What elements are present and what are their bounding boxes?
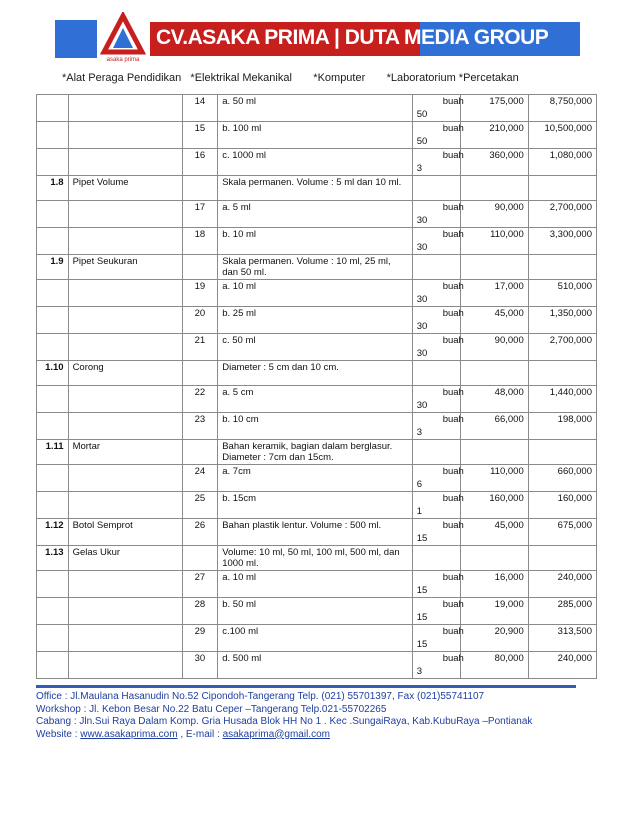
item-total — [528, 440, 596, 465]
item-number — [37, 280, 69, 307]
item-number: 1.9 — [37, 255, 69, 280]
item-index: 20 — [182, 307, 218, 334]
item-name — [68, 228, 182, 255]
item-total — [528, 255, 596, 280]
item-quantity: 3 — [416, 427, 422, 438]
item-quantity: 30 — [416, 294, 428, 305]
item-index: 27 — [182, 571, 218, 598]
item-quantity-cell — [412, 386, 464, 413]
table-row — [37, 598, 597, 625]
item-price: 19,000 — [460, 598, 528, 625]
item-index: 25 — [182, 492, 218, 519]
item-unit: buah — [442, 387, 464, 398]
item-quantity: 30 — [416, 400, 428, 411]
office-address: Office : Jl.Maulana Hasanudin No.52 Cipondoh-Tangerang Telp. (021) 55701397, Fax (021)55741107 — [36, 691, 485, 702]
item-quantity-cell — [412, 176, 460, 201]
item-price — [460, 440, 528, 465]
item-spec: Bahan plastik lentur. Volume : 500 ml. — [218, 519, 412, 546]
item-price: 66,000 — [460, 413, 528, 440]
web-contact — [36, 729, 532, 742]
item-total: 8,750,000 — [528, 95, 596, 122]
item-number — [37, 95, 69, 122]
item-spec: a. 5 ml — [218, 201, 412, 228]
item-spec: d. 500 ml — [218, 652, 412, 679]
item-name — [68, 201, 182, 228]
item-quantity: 50 — [416, 136, 428, 147]
item-index: 19 — [182, 280, 218, 307]
item-quantity-cell — [412, 546, 460, 571]
item-price: 110,000 — [460, 228, 528, 255]
item-price — [460, 546, 528, 571]
item-spec: Skala permanen. Volume : 10 ml, 25 ml, dan 50 ml. — [218, 255, 412, 280]
item-spec: c.100 ml — [218, 625, 412, 652]
item-spec: Diameter : 5 cm dan 10 cm. — [218, 361, 412, 386]
item-number — [37, 307, 69, 334]
item-quantity-cell — [412, 519, 464, 546]
item-price-table — [36, 94, 597, 679]
item-total: 1,440,000 — [528, 386, 596, 413]
item-price: 90,000 — [460, 201, 528, 228]
item-price: 90,000 — [460, 334, 528, 361]
item-price: 210,000 — [460, 122, 528, 149]
item-index — [182, 546, 218, 571]
item-quantity-cell — [412, 440, 460, 465]
item-quantity-cell — [412, 625, 464, 652]
item-spec: a. 5 cm — [218, 386, 412, 413]
item-spec: a. 10 ml — [218, 571, 412, 598]
table-row — [37, 307, 597, 334]
item-quantity: 15 — [416, 533, 428, 544]
item-price: 80,000 — [460, 652, 528, 679]
group-row — [37, 519, 597, 546]
item-name — [68, 465, 182, 492]
item-unit: buah — [442, 150, 464, 161]
table-row — [37, 228, 597, 255]
item-name — [68, 492, 182, 519]
item-unit: buah — [442, 626, 464, 637]
email-link[interactable]: asakaprima@gmail.com — [222, 728, 330, 740]
item-name — [68, 413, 182, 440]
item-quantity: 3 — [416, 163, 422, 174]
item-total: 675,000 — [528, 519, 596, 546]
item-name — [68, 95, 182, 122]
item-total: 198,000 — [528, 413, 596, 440]
item-spec: c. 50 ml — [218, 334, 412, 361]
item-quantity-cell — [412, 361, 460, 386]
item-total: 313,500 — [528, 625, 596, 652]
item-unit: buah — [442, 414, 464, 425]
item-total — [528, 176, 596, 201]
item-index: 18 — [182, 228, 218, 255]
item-quantity: 30 — [416, 242, 428, 253]
item-unit: buah — [442, 96, 464, 107]
item-quantity-cell — [412, 413, 464, 440]
item-name: Botol Semprot — [68, 519, 182, 546]
item-total: 1,080,000 — [528, 149, 596, 176]
item-quantity: 30 — [416, 215, 428, 226]
item-spec: b. 15cm — [218, 492, 412, 519]
table-row — [37, 571, 597, 598]
item-spec: b. 50 ml — [218, 598, 412, 625]
item-quantity-cell — [412, 95, 464, 122]
item-spec: Skala permanen. Volume : 5 ml dan 10 ml. — [218, 176, 412, 201]
item-number — [37, 625, 69, 652]
table-row — [37, 465, 597, 492]
table-row — [37, 413, 597, 440]
item-quantity-cell — [412, 307, 464, 334]
item-quantity: 6 — [416, 479, 422, 490]
item-total: 1,350,000 — [528, 307, 596, 334]
item-spec: a. 50 ml — [218, 95, 412, 122]
item-price — [460, 361, 528, 386]
item-name — [68, 280, 182, 307]
item-total — [528, 361, 596, 386]
item-price: 160,000 — [460, 492, 528, 519]
item-index: 22 — [182, 386, 218, 413]
item-number — [37, 201, 69, 228]
item-spec: b. 10 ml — [218, 228, 412, 255]
item-spec: b. 10 cm — [218, 413, 412, 440]
footer-contact — [36, 691, 532, 741]
item-unit: buah — [442, 572, 464, 583]
group-row — [37, 176, 597, 201]
item-quantity-cell — [412, 255, 460, 280]
item-unit: buah — [442, 466, 464, 477]
item-price: 48,000 — [460, 386, 528, 413]
item-unit: buah — [442, 202, 464, 213]
item-spec: Bahan keramik, bagian dalam berglasur. Diameter : 7cm dan 15cm. — [218, 440, 412, 465]
item-name — [68, 625, 182, 652]
item-total: 2,700,000 — [528, 201, 596, 228]
item-spec: c. 1000 ml — [218, 149, 412, 176]
table-row — [37, 652, 597, 679]
email-label: , E-mail : — [177, 728, 223, 740]
item-price: 20,900 — [460, 625, 528, 652]
item-unit: buah — [442, 123, 464, 134]
item-index — [182, 255, 218, 280]
item-total: 2,700,000 — [528, 334, 596, 361]
table-row — [37, 625, 597, 652]
website-label: Website : — [36, 728, 81, 740]
item-name — [68, 571, 182, 598]
item-quantity: 15 — [416, 612, 428, 623]
item-number — [37, 598, 69, 625]
item-name — [68, 652, 182, 679]
item-quantity-cell — [412, 598, 464, 625]
table-row — [37, 280, 597, 307]
item-index: 29 — [182, 625, 218, 652]
item-total — [528, 546, 596, 571]
item-index: 24 — [182, 465, 218, 492]
item-quantity-cell — [412, 228, 464, 255]
item-unit: buah — [442, 229, 464, 240]
item-name — [68, 334, 182, 361]
item-total: 160,000 — [528, 492, 596, 519]
item-quantity: 50 — [416, 109, 428, 120]
item-name: Pipet Seukuran — [68, 255, 182, 280]
item-unit: buah — [442, 493, 464, 504]
branch-address: Cabang : Jln.Sui Raya Dalam Komp. Gria Husada Blok HH No 1 . Kec .SungaiRaya, Kab.KubuRaya –Pontianak — [36, 716, 533, 727]
item-number — [37, 149, 69, 176]
table-row — [37, 122, 597, 149]
item-quantity-cell — [412, 571, 464, 598]
item-quantity-cell — [412, 492, 464, 519]
workshop-address: Workshop : Jl. Kebon Besar No.22 Batu Ceper –Tangerang Telp.021-55702265 — [36, 703, 387, 715]
item-index: 21 — [182, 334, 218, 361]
item-quantity: 15 — [416, 639, 428, 650]
item-number — [37, 413, 69, 440]
item-price — [460, 255, 528, 280]
item-total: 285,000 — [528, 598, 596, 625]
item-total: 240,000 — [528, 571, 596, 598]
item-index: 17 — [182, 201, 218, 228]
table-row — [37, 201, 597, 228]
item-index: 14 — [182, 95, 218, 122]
item-price: 175,000 — [460, 95, 528, 122]
item-name — [68, 386, 182, 413]
item-number: 1.13 — [37, 546, 69, 571]
item-number: 1.10 — [37, 361, 69, 386]
footer-divider — [36, 685, 576, 688]
item-name — [68, 307, 182, 334]
item-number — [37, 465, 69, 492]
item-price: 17,000 — [460, 280, 528, 307]
item-name: Corong — [68, 361, 182, 386]
item-price: 45,000 — [460, 519, 528, 546]
item-quantity-cell — [412, 652, 464, 679]
item-unit: buah — [442, 653, 464, 664]
item-unit: buah — [442, 308, 464, 319]
table-row — [37, 334, 597, 361]
website-link[interactable]: www.asakaprima.com — [80, 728, 178, 740]
item-quantity-cell — [412, 334, 464, 361]
item-number — [37, 652, 69, 679]
item-price: 360,000 — [460, 149, 528, 176]
item-index: 16 — [182, 149, 218, 176]
item-quantity-cell — [412, 465, 464, 492]
item-quantity: 1 — [416, 506, 422, 517]
item-price: 45,000 — [460, 307, 528, 334]
item-index: 26 — [182, 519, 218, 546]
header-blue-block-left — [55, 20, 97, 58]
item-total: 510,000 — [528, 280, 596, 307]
item-quantity-cell — [412, 201, 464, 228]
item-index — [182, 361, 218, 386]
item-total: 240,000 — [528, 652, 596, 679]
group-row — [37, 546, 597, 571]
item-number — [37, 334, 69, 361]
item-spec: Volume: 10 ml, 50 ml, 100 ml, 500 ml, dan 1000 ml. — [218, 546, 412, 571]
item-index: 28 — [182, 598, 218, 625]
item-spec: b. 25 ml — [218, 307, 412, 334]
item-index: 23 — [182, 413, 218, 440]
item-index: 30 — [182, 652, 218, 679]
item-name: Pipet Volume — [68, 176, 182, 201]
item-spec: b. 100 ml — [218, 122, 412, 149]
group-row — [37, 440, 597, 465]
company-title: CV.ASAKA PRIMA | DUTA MEDIA GROUP — [156, 26, 549, 49]
item-number — [37, 386, 69, 413]
table-row — [37, 149, 597, 176]
item-quantity-cell — [412, 122, 464, 149]
item-total: 10,500,000 — [528, 122, 596, 149]
item-price — [460, 176, 528, 201]
logo-text: asaka prima — [106, 57, 140, 63]
item-number: 1.12 — [37, 519, 69, 546]
item-quantity: 30 — [416, 348, 428, 359]
item-index — [182, 440, 218, 465]
item-number: 1.8 — [37, 176, 69, 201]
item-quantity-cell — [412, 280, 464, 307]
item-name: Gelas Ukur — [68, 546, 182, 571]
item-price: 110,000 — [460, 465, 528, 492]
table-row — [37, 386, 597, 413]
item-total: 660,000 — [528, 465, 596, 492]
item-index — [182, 176, 218, 201]
item-name — [68, 598, 182, 625]
item-name: Mortar — [68, 440, 182, 465]
item-unit: buah — [442, 281, 464, 292]
item-name — [68, 122, 182, 149]
item-number — [37, 228, 69, 255]
item-index: 15 — [182, 122, 218, 149]
item-name — [68, 149, 182, 176]
item-unit: buah — [442, 599, 464, 610]
company-logo — [100, 12, 146, 64]
item-number — [37, 492, 69, 519]
table-row — [37, 95, 597, 122]
item-total: 3,300,000 — [528, 228, 596, 255]
group-row — [37, 255, 597, 280]
item-quantity: 15 — [416, 585, 428, 596]
item-quantity: 30 — [416, 321, 428, 332]
item-number — [37, 571, 69, 598]
item-number: 1.11 — [37, 440, 69, 465]
item-unit: buah — [442, 335, 464, 346]
item-number — [37, 122, 69, 149]
item-unit: buah — [442, 520, 464, 531]
group-row — [37, 361, 597, 386]
item-spec: a. 10 ml — [218, 280, 412, 307]
item-quantity-cell — [412, 149, 464, 176]
business-tagline: *Alat Peraga Pendidikan *Elektrikal Mekanikal *Komputer *Laboratorium *Percetakan — [62, 72, 519, 84]
table-row — [37, 492, 597, 519]
item-spec: a. 7cm — [218, 465, 412, 492]
item-quantity: 3 — [416, 666, 422, 677]
item-price: 16,000 — [460, 571, 528, 598]
